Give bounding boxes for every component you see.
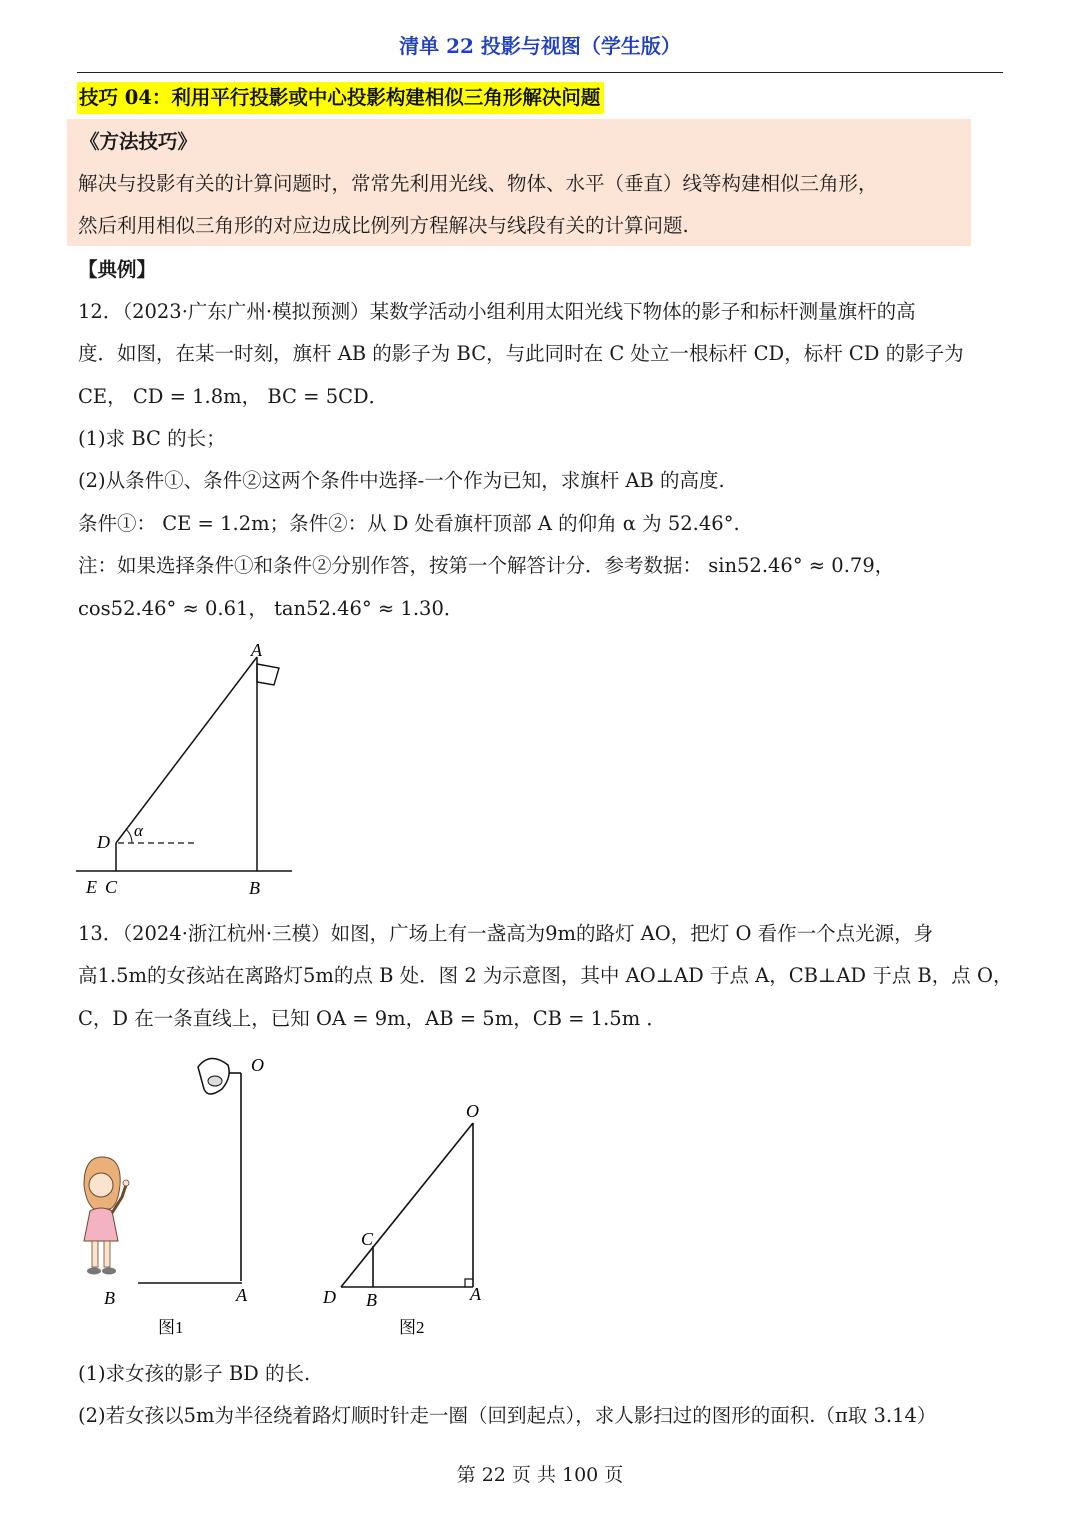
q12-part-2: (2)从条件①、条件②这两个条件中选择-一个作为已知，求旗杆 AB 的高度. [78, 469, 725, 492]
label-e: E [86, 877, 97, 897]
q12-part-1: (1)求 BC 的长； [78, 427, 226, 450]
lamp-bulb-icon [208, 1076, 222, 1086]
q13-line-3: C，D 在一条直线上，已知 OA = 9m，AB = 5m，CB = 1.5m ． [78, 1007, 666, 1030]
label-c: C [105, 877, 118, 897]
method-line-1: 解决与投影有关的计算问题时，常常先利用光线、物体、水平（垂直）线等构建相似三角形， [78, 172, 878, 195]
label-b: B [104, 1288, 115, 1308]
angle-arc [126, 829, 132, 843]
label-o: O [466, 1101, 479, 1121]
label-a: A [470, 1284, 481, 1304]
sight-line-da [116, 657, 257, 843]
q13-line-2: 高1.5m的女孩站在离路灯5m的点 B 处．图 2 为示意图，其中 AO⊥AD 于点 A，CB⊥AD 于点 B，点 O， [78, 964, 1013, 987]
q12-reference-data: cos52.46° ≈ 0.61， tan52.46° ≈ 1.30． [78, 597, 464, 620]
q13-line-1: 13．（2024·浙江杭州·三模）如图，广场上有一盏高为9m的路灯 AO，把灯 O 看作一个点光源，身 [78, 922, 934, 945]
figure-2-caption: 图2 [399, 1318, 425, 1337]
label-o: O [251, 1055, 264, 1075]
label-a: A [251, 640, 262, 660]
flag-icon [257, 664, 279, 685]
label-b: B [366, 1290, 377, 1310]
method-line-2: 然后利用相似三角形的对应边成比例列方程解决与线段有关的计算问题. [78, 214, 689, 237]
examples-heading: 【典例】 [78, 258, 157, 281]
skill-title: 技巧 04：利用平行投影或中心投影构建相似三角形解决问题 [77, 82, 604, 114]
girl-icon [84, 1157, 129, 1275]
q12-flagpole-figure [70, 630, 310, 905]
page-footer: 第 22 页 共 100 页 [456, 1464, 624, 1486]
q12-line-1: 12．（2023·广东广州·模拟预测）某数学活动小组利用太阳光线下物体的影子和标杆测量旗杆的高 [78, 300, 916, 323]
label-a: A [236, 1285, 247, 1305]
page-header-title: 清单 22 投影与视图（学生版） [399, 34, 681, 58]
label-alpha: α [134, 821, 143, 840]
segment-do [341, 1123, 473, 1287]
q12-line-3: CE， CD = 1.8m， BC = 5CD． [78, 385, 389, 408]
q12-conditions: 条件①： CE = 1.2m；条件②：从 D 处看旗杆顶部 A 的仰角 α 为 52.46°. [78, 512, 740, 535]
q13-figure-1 [70, 1045, 280, 1345]
label-d: D [323, 1287, 336, 1307]
label-d: D [97, 832, 110, 852]
q13-figure-2 [315, 1095, 515, 1345]
q12-line-2: 度．如图，在某一时刻，旗杆 AB 的影子为 BC，与此同时在 C 处立一根标杆 CD，标杆 CD 的影子为 [78, 342, 964, 365]
label-b: B [249, 878, 260, 898]
label-c: C [361, 1229, 374, 1249]
figure-1-caption: 图1 [158, 1318, 184, 1337]
method-heading: 《方法技巧》 [80, 130, 198, 153]
header-divider [77, 72, 1003, 73]
q13-part-1: (1)求女孩的影子 BD 的长. [78, 1362, 311, 1385]
q13-part-2: (2)若女孩以5m为半径绕着路灯顺时针走一圈（回到起点），求人影扫过的图形的面积.（π取 3.14） [78, 1404, 937, 1427]
q12-note: 注：如果选择条件①和条件②分别作答，按第一个解答计分．参考数据： sin52.46° ≈ 0.79， [78, 554, 895, 577]
